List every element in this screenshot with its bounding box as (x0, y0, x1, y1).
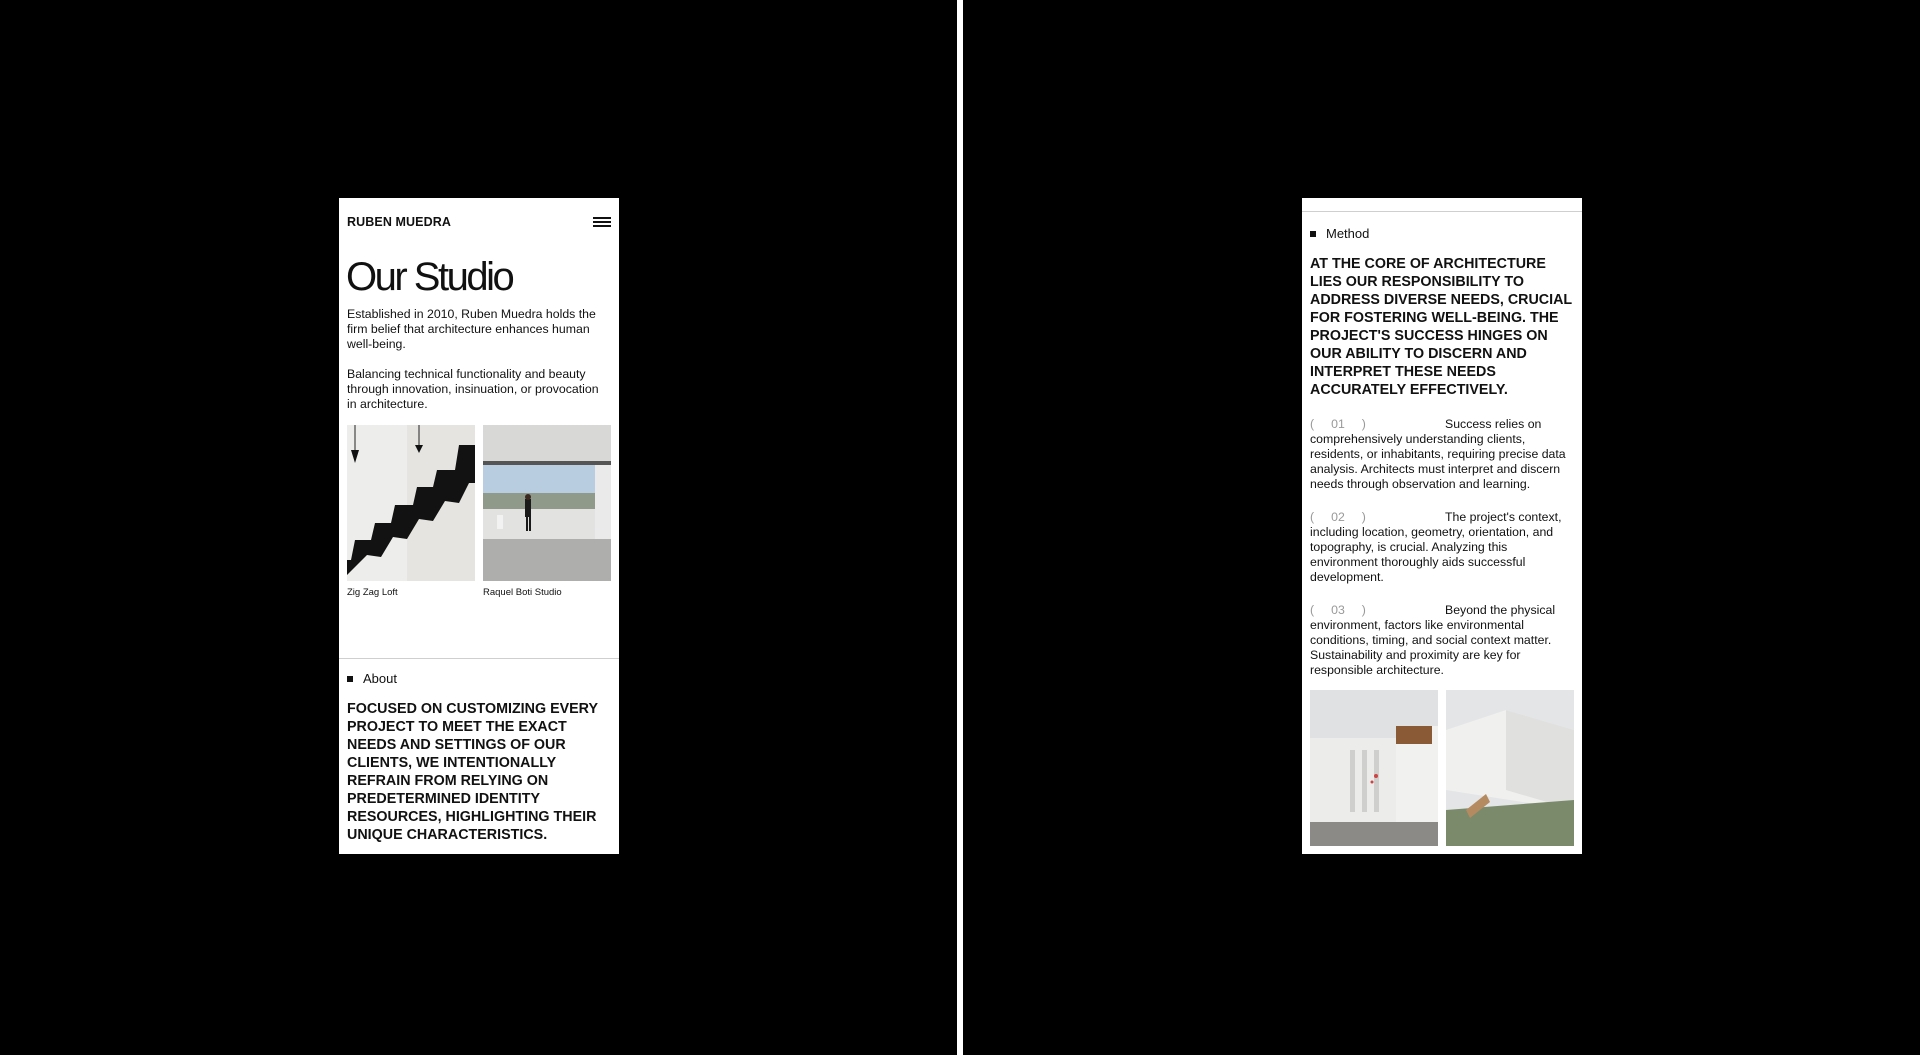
project-image-studio[interactable] (483, 425, 611, 581)
about-statement: FOCUSED ON CUSTOMIZING EVERY PROJECT TO MEET THE EXACT NEEDS AND SETTINGS OF OUR CLIENTS, WE INTENTIONALLY REFRAIN FROM RELYING ON PREDETERMINED IDENTITY RESOURCES, HIGHLIGHTING THEIR UNIQUE CHARACTERISTICS. (347, 701, 598, 843)
method-item (1310, 603, 1574, 678)
intro-paragraph: Established in 2010, Ruben Muedra holds the firm belief that architecture enhances human well-being. (347, 307, 596, 351)
project-card[interactable] (483, 425, 611, 598)
hamburger-menu-icon[interactable] (593, 216, 611, 228)
section-label-text: Method (1326, 226, 1370, 241)
section-divider (339, 658, 619, 659)
project-image-white-house[interactable] (1446, 690, 1574, 846)
project-caption: Zig Zag Loft (347, 587, 398, 598)
intro-paragraph-2: Balancing technical functionality and beauty through innovation, insinuation, or provocation in architecture. (347, 367, 599, 411)
top-divider (1302, 211, 1582, 212)
bullet-icon (1310, 231, 1316, 237)
method-gallery (1310, 690, 1574, 846)
section-label (347, 671, 619, 686)
mobile-screen-studio (339, 198, 619, 854)
project-card[interactable] (347, 425, 475, 598)
method-item (1310, 417, 1574, 492)
item-text: The project's context, including location, geometry, orientation, and topography, is crucial. Analyzing this environment thoroughly aids successful development. (1310, 510, 1562, 584)
brand-logo[interactable]: RUBEN MUEDRA (347, 215, 451, 229)
item-number: ( 02 ) (1310, 510, 1366, 524)
project-image-zigzag[interactable] (347, 425, 475, 581)
top-bar (339, 198, 619, 231)
project-gallery (347, 425, 611, 598)
method-statement: AT THE CORE OF ARCHITECTURE LIES OUR RESPONSIBILITY TO ADDRESS DIVERSE NEEDS, CRUCIAL FOR FOSTERING WELL-BEING. THE PROJECT'S SUCCESS HINGES ON OUR ABILITY TO DISCERN AND INTERPRET THESE NEEDS ACCURATELY EFFECTIVELY. (1310, 256, 1572, 398)
bullet-icon (347, 676, 353, 682)
item-text: Beyond the physical environment, factors like environmental conditions, timing, and social context matter. Sustainability and proximity are key for responsible architecture. (1310, 603, 1556, 677)
item-number: ( 03 ) (1310, 603, 1366, 617)
page-title: Our Studio (346, 255, 513, 299)
project-image-facade[interactable] (1310, 690, 1438, 846)
section-label (1310, 226, 1582, 241)
item-text: Success relies on comprehensively understanding clients, residents, or inhabitants, requiring precise data analysis. Architects must interpret and discern needs through observation and learning. (1310, 417, 1566, 491)
screen-divider (957, 0, 963, 1055)
item-number: ( 01 ) (1310, 417, 1366, 431)
project-caption: Raquel Boti Studio (483, 587, 562, 598)
section-label-text: About (363, 671, 397, 686)
mobile-screen-method (1302, 198, 1582, 854)
method-item (1310, 510, 1574, 585)
